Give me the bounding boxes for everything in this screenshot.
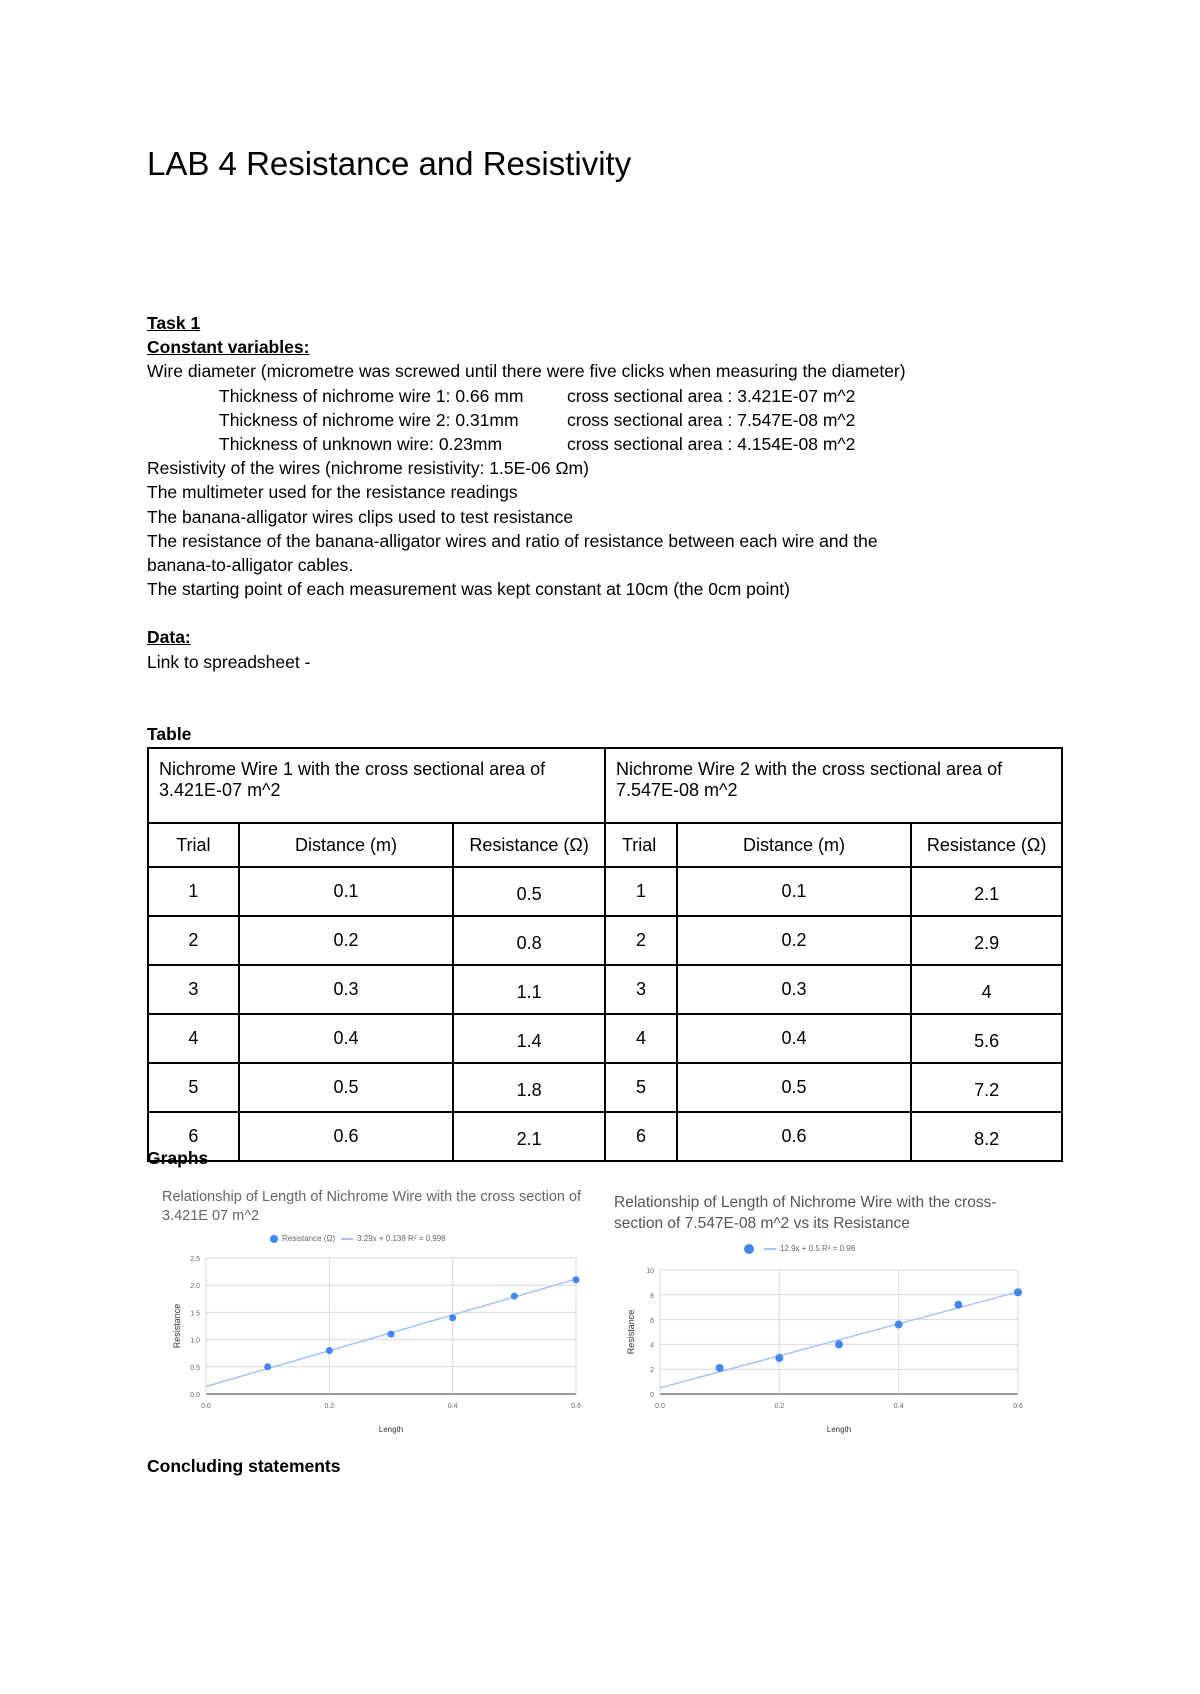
y-axis-label: Resistance <box>172 1303 182 1349</box>
trial-cell: 1 <box>605 867 677 916</box>
concluding-label: Concluding statements <box>147 1456 341 1476</box>
x-tick-label: 0.6 <box>1013 1403 1023 1410</box>
y-tick-label: 2 <box>650 1367 654 1375</box>
distance-cell: 0.1 <box>677 867 911 916</box>
col-distance: Distance (m) <box>239 823 453 867</box>
data-point <box>511 1293 518 1300</box>
data-point <box>895 1321 903 1329</box>
resistance-cell: 2.9 <box>911 916 1062 965</box>
y-axis-label: Resistance <box>626 1309 636 1355</box>
data-point <box>716 1364 724 1372</box>
data-point <box>954 1301 962 1309</box>
col-trial: Trial <box>148 823 239 867</box>
data-point <box>264 1363 271 1370</box>
clips-line: The banana-alligator wires clips used to test resistance <box>147 506 574 527</box>
distance-cell: 0.6 <box>239 1112 453 1161</box>
trial-cell: 2 <box>148 916 239 965</box>
y-tick-label: 0 <box>650 1392 654 1399</box>
trial-cell: 6 <box>605 1112 677 1161</box>
distance-cell: 0.4 <box>239 1014 453 1063</box>
distance-cell: 0.6 <box>677 1112 911 1161</box>
constants-heading: Constant variables: <box>147 337 310 358</box>
wire1-header: Nichrome Wire 1 with the cross sectional area of 3.421E-07 m^2 <box>148 748 605 823</box>
y-tick-label: 2.5 <box>190 1256 200 1263</box>
y-tick-label: 10 <box>646 1268 654 1275</box>
resistance-cell: 1.4 <box>453 1014 605 1063</box>
y-tick-label: 8 <box>650 1292 654 1300</box>
table-row <box>148 965 1062 1014</box>
x-axis-label: Length <box>378 1425 404 1434</box>
resistance-cell: 4 <box>911 965 1062 1014</box>
multimeter-line: The multimeter used for the resistance readings <box>147 482 518 503</box>
x-tick-label: 0.0 <box>655 1403 665 1410</box>
chart-2-title: Relationship of Length of Nichrome Wire with the cross-section of 7.547E-08 m^2 vs its Resistance <box>614 1194 997 1232</box>
cables-line: banana-to-alligator cables. <box>147 555 354 576</box>
resistance-cell: 2.1 <box>911 867 1062 916</box>
trial-cell: 3 <box>148 965 239 1014</box>
data-point <box>835 1340 843 1348</box>
starting-point-line: The starting point of each measurement was kept constant at 10cm (the 0cm point) <box>147 579 790 600</box>
col-resistance: Resistance (Ω) <box>453 823 605 867</box>
resistance-cell: 2.1 <box>453 1112 605 1161</box>
distance-cell: 0.2 <box>239 916 453 965</box>
resistance-cell: 8.2 <box>911 1112 1062 1161</box>
x-tick-label: 0.2 <box>324 1403 335 1410</box>
trial-cell: 5 <box>605 1063 677 1112</box>
y-tick-label: 6 <box>650 1317 654 1325</box>
data-heading: Data: <box>147 627 191 648</box>
table-row <box>148 1112 1062 1161</box>
distance-cell: 0.5 <box>239 1063 453 1112</box>
resistance-cell: 0.8 <box>453 916 605 965</box>
x-tick-label: 0.4 <box>893 1403 904 1410</box>
data-point <box>326 1347 333 1354</box>
page-title: LAB 4 Resistance and Resistivity <box>147 145 632 182</box>
distance-cell: 0.3 <box>239 965 453 1014</box>
distance-cell: 0.3 <box>677 965 911 1014</box>
x-tick-label: 0.6 <box>571 1403 581 1410</box>
chart-2 <box>610 1190 1050 1450</box>
col-trial: Trial <box>605 823 677 867</box>
resistance-ratio-line: The resistance of the banana-alligator wires and ratio of resistance between each wire and the <box>147 530 878 551</box>
data-point <box>1014 1288 1022 1296</box>
col-resistance: Resistance (Ω) <box>911 823 1062 867</box>
resistance-cell: 1.1 <box>453 965 605 1014</box>
data-point <box>573 1276 580 1283</box>
data-table <box>147 747 1063 1162</box>
resistance-cell: 1.8 <box>453 1063 605 1112</box>
x-tick-label: 0.0 <box>201 1403 211 1410</box>
thickness-line-2: Thickness of nichrome wire 2: 0.31mm cross sectional area : 7.547E-08 m^2 <box>219 409 856 430</box>
wire2-header: Nichrome Wire 2 with the cross sectional area of 7.547E-08 m^2 <box>605 748 1062 823</box>
table-column-header <box>148 823 1062 867</box>
legend-series: Resistance (Ω) <box>282 1234 336 1243</box>
chart-1 <box>150 1188 590 1448</box>
task-section <box>147 311 906 674</box>
trial-cell: 6 <box>148 1112 239 1161</box>
trial-cell: 2 <box>605 916 677 965</box>
table-row <box>148 1063 1062 1112</box>
trial-cell: 4 <box>605 1014 677 1063</box>
thickness-line-3: Thickness of unknown wire: 0.23mm cross sectional area : 4.154E-08 m^2 <box>219 434 856 455</box>
data-point <box>775 1354 783 1362</box>
trial-cell: 5 <box>148 1063 239 1112</box>
legend-trend: 3.29x + 0.138 R² = 0.998 <box>357 1234 446 1243</box>
trial-cell: 3 <box>605 965 677 1014</box>
chart-1-svg <box>150 1188 590 1448</box>
y-tick-label: 0.0 <box>190 1392 200 1399</box>
spreadsheet-link[interactable]: Link to spreadsheet - <box>147 651 311 672</box>
col-distance: Distance (m) <box>677 823 911 867</box>
y-tick-label: 2.0 <box>190 1283 200 1291</box>
thickness-line-1: Thickness of nichrome wire 1: 0.66 mm cross sectional area : 3.421E-07 m^2 <box>219 385 856 406</box>
legend-trend: 12.9x + 0.5 R² = 0.98 <box>780 1244 856 1254</box>
distance-cell: 0.1 <box>239 867 453 916</box>
resistance-cell: 7.2 <box>911 1063 1062 1112</box>
task-heading: Task 1 <box>147 313 201 333</box>
resistivity-line: Resistivity of the wires (nichrome resistivity: 1.5E-06 Ωm) <box>147 458 589 479</box>
x-axis-label: Length <box>826 1425 852 1434</box>
resistance-cell: 5.6 <box>911 1014 1062 1063</box>
y-tick-label: 4 <box>650 1342 654 1350</box>
distance-cell: 0.2 <box>677 916 911 965</box>
distance-cell: 0.4 <box>677 1014 911 1063</box>
graphs-label: Graphs <box>147 1148 209 1168</box>
trial-cell: 1 <box>148 867 239 916</box>
y-tick-label: 1.5 <box>190 1310 200 1318</box>
y-tick-label: 0.5 <box>190 1364 200 1372</box>
trial-cell: 4 <box>148 1014 239 1063</box>
wire-diameter-line: Wire diameter (micrometre was screwed until there were five clicks when measuring the diameter) <box>147 361 906 382</box>
chart-1-title: Relationship of Length of Nichrome Wire with the cross section of 3.421E 07 m^2 <box>162 1189 582 1224</box>
table-row <box>148 867 1062 916</box>
y-tick-label: 1.0 <box>190 1337 200 1345</box>
table-label: Table <box>147 724 192 744</box>
table-row <box>148 916 1062 965</box>
table-row <box>148 1014 1062 1063</box>
spacer <box>147 601 906 625</box>
x-tick-label: 0.2 <box>774 1403 785 1410</box>
resistance-cell: 0.5 <box>453 867 605 916</box>
chart-2-svg <box>610 1190 1050 1450</box>
data-point <box>388 1331 395 1338</box>
x-tick-label: 0.4 <box>447 1403 458 1410</box>
data-point <box>449 1314 456 1321</box>
table-group-header <box>148 748 1062 823</box>
trendline <box>660 1292 1018 1388</box>
distance-cell: 0.5 <box>677 1063 911 1112</box>
